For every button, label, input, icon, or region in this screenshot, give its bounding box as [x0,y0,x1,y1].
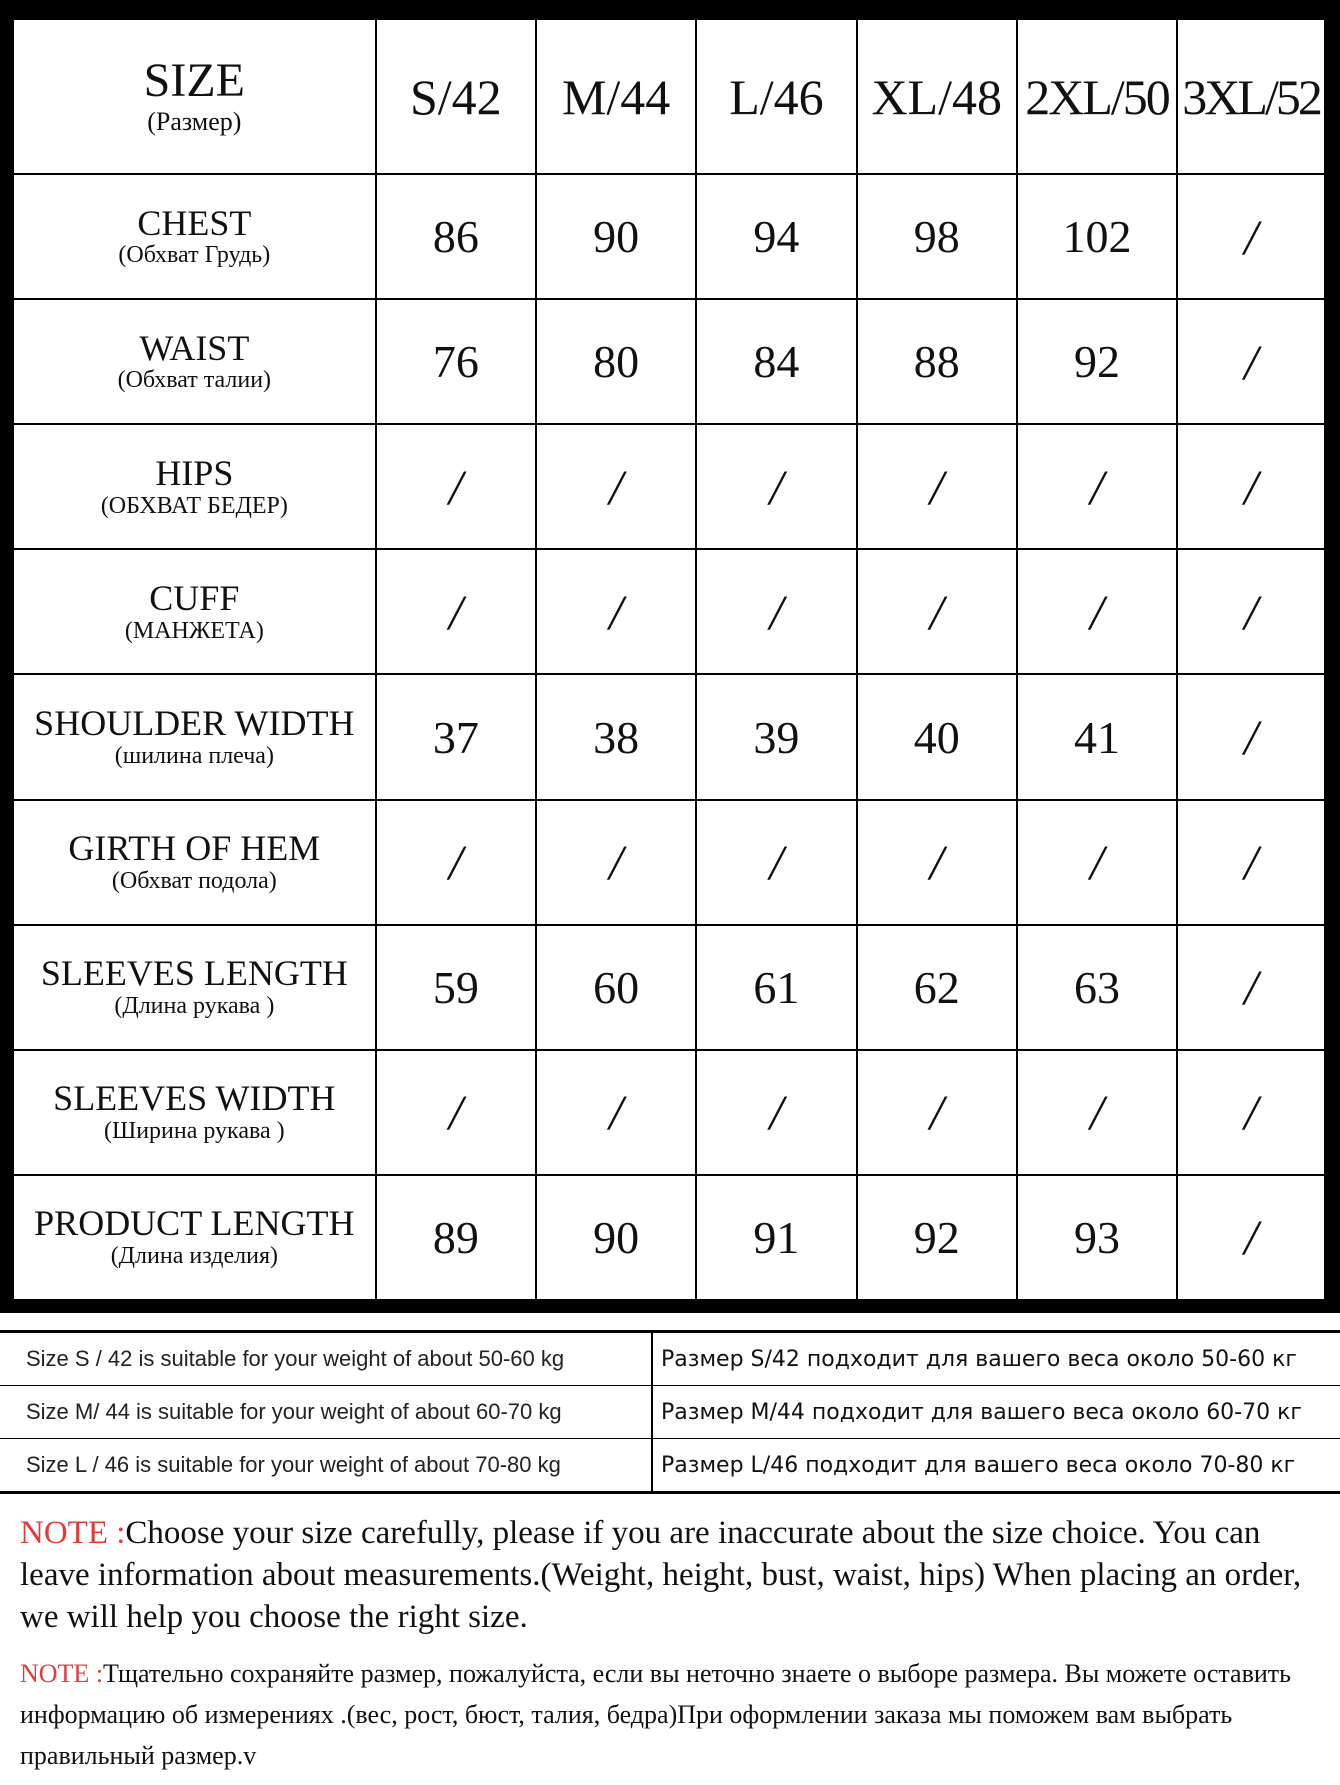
note-text: Тщательно сохраняйте размер, пожалуйста, если вы неточно знаете о выборе размера. Вы можете оставить информацию об измерениях .(вес, рост, бюст, талия, бедра)При оформлении заказа мы поможем вам выбрать правильный размер.v [20,1659,1291,1770]
measurement-row [13,1175,1325,1300]
measurement-name-en: SLEEVES LENGTH [40,953,348,994]
measurement-label-cell [13,1175,376,1300]
measurement-value: / [1177,424,1325,549]
measurement-label-cell [13,174,376,299]
measurement-name-en: SHOULDER WIDTH [34,702,355,743]
measurement-row [13,549,1325,674]
measurement-value: / [1177,1175,1325,1300]
size-header-row [13,19,1325,174]
measurement-value: / [1017,1050,1177,1175]
measurement-name-en: CHEST [137,202,252,243]
measurement-value: / [696,800,856,925]
measurement-row [13,800,1325,925]
measurement-value: 62 [857,925,1017,1050]
measurement-value: / [536,800,696,925]
note-text: Choose your size carefully, please if you are inaccurate about the size choice. You can leave information about measurements.(Weight, height, bust, waist, hips) When placing an order, we will help you choose the right size. [20,1515,1302,1635]
weight-guide-table [0,1330,1340,1494]
size-column-header: XL/48 [857,19,1017,174]
measurement-value: / [1177,674,1325,799]
measurement-value: / [1177,299,1325,424]
measurement-value: / [696,1050,856,1175]
measurement-value: 61 [696,925,856,1050]
size-corner-cell [13,19,376,174]
measurement-value: / [1017,424,1177,549]
measurement-value: / [1017,549,1177,674]
measurement-value: 76 [376,299,536,424]
measurement-name-en: WAIST [139,327,250,368]
measurement-name-en: HIPS [155,452,234,493]
measurement-name-en: PRODUCT LENGTH [34,1203,355,1244]
measurement-value: / [1177,925,1325,1050]
weight-text-en: Size M/ 44 is suitable for your weight of about 60-70 kg [0,1386,653,1438]
measurement-value: 86 [376,174,536,299]
measurement-value: 90 [536,174,696,299]
measurement-row [13,299,1325,424]
weight-text-en: Size L / 46 is suitable for your weight of about 70-80 kg [0,1439,653,1491]
size-column-header: 3XL/52 [1177,19,1325,174]
measurement-value: 91 [696,1175,856,1300]
measurement-value: / [376,424,536,549]
measurement-value: / [1177,1050,1325,1175]
measurement-value: / [1177,549,1325,674]
measurement-name-en: SLEEVES WIDTH [53,1078,336,1119]
measurement-value: / [857,549,1017,674]
measurement-value: / [857,1050,1017,1175]
size-column-header: S/42 [376,19,536,174]
measurement-value: / [536,424,696,549]
size-chart-table [12,18,1326,1301]
measurement-value: 38 [536,674,696,799]
measurement-label-cell [13,549,376,674]
size-column-header: M/44 [536,19,696,174]
measurement-value: 102 [1017,174,1177,299]
measurement-value: / [1177,800,1325,925]
size-title: SIZE [143,54,245,108]
measurement-label-cell [13,299,376,424]
measurement-value: / [1017,800,1177,925]
weight-row [0,1439,1340,1491]
weight-text-ru: Размер S/42 подходит для вашего веса около 50-60 кг [661,1346,1297,1372]
measurement-row [13,424,1325,549]
measurement-value: 80 [536,299,696,424]
measurement-name-en: CUFF [149,577,240,618]
measurement-row [13,925,1325,1050]
measurement-name-ru: (Ширина рукава ) [103,1118,285,1145]
note-label: NOTE : [20,1659,104,1688]
measurement-name-ru: (МАНЖЕТА) [124,617,264,644]
measurement-label-cell [13,424,376,549]
measurement-name-ru: (Обхват Грудь) [118,242,271,269]
note-english [20,1512,1330,1638]
measurement-value: 59 [376,925,536,1050]
size-subtitle: (Размер) [147,106,242,136]
size-column-header: 2XL/50 [1017,19,1177,174]
measurement-label-cell [13,674,376,799]
measurement-name-ru: (шилина плеча) [114,742,274,769]
size-column-header: L/46 [696,19,856,174]
measurement-value: 84 [696,299,856,424]
measurement-value: 63 [1017,925,1177,1050]
measurement-value: 89 [376,1175,536,1300]
weight-text-en: Size S / 42 is suitable for your weight of about 50-60 kg [0,1333,653,1385]
weight-row [0,1386,1340,1439]
measurement-value: 92 [857,1175,1017,1300]
measurement-value: / [857,424,1017,549]
measurement-value: 41 [1017,674,1177,799]
measurement-value: 98 [857,174,1017,299]
measurement-value: / [696,424,856,549]
measurement-value: 94 [696,174,856,299]
measurement-name-ru: (Обхват талии) [117,367,272,394]
measurement-name-ru: (Обхват подола) [111,867,277,894]
measurement-row [13,674,1325,799]
weight-row [0,1333,1340,1386]
measurement-row [13,1050,1325,1175]
measurement-name-ru: (Длина изделия) [110,1243,278,1270]
measurement-value: / [376,549,536,674]
weight-text-ru: Размер M/44 подходит для вашего веса около 60-70 кг [661,1399,1302,1425]
measurement-value: / [376,800,536,925]
measurement-value: 37 [376,674,536,799]
measurement-label-cell [13,1050,376,1175]
measurement-value: / [857,800,1017,925]
measurement-name-ru: (Длина рукава ) [114,992,275,1019]
measurement-value: 92 [1017,299,1177,424]
measurement-value: / [536,549,696,674]
measurement-value: 93 [1017,1175,1177,1300]
measurement-row [13,174,1325,299]
measurement-value: / [696,549,856,674]
measurement-value: 39 [696,674,856,799]
measurement-value: / [376,1050,536,1175]
measurement-value: 40 [857,674,1017,799]
measurement-label-cell [13,800,376,925]
measurement-label-cell [13,925,376,1050]
measurement-value: / [1177,174,1325,299]
measurement-value: 88 [857,299,1017,424]
measurement-value: 60 [536,925,696,1050]
measurement-value: 90 [536,1175,696,1300]
weight-text-ru: Размер L/46 подходит для вашего веса около 70-80 кг [661,1452,1296,1478]
note-label: NOTE : [20,1515,126,1551]
measurement-name-ru: (ОБХВАТ БЕДЕР) [100,492,288,519]
note-russian [20,1653,1330,1776]
measurement-name-en: GIRTH OF HEM [68,828,321,869]
measurement-value: / [536,1050,696,1175]
